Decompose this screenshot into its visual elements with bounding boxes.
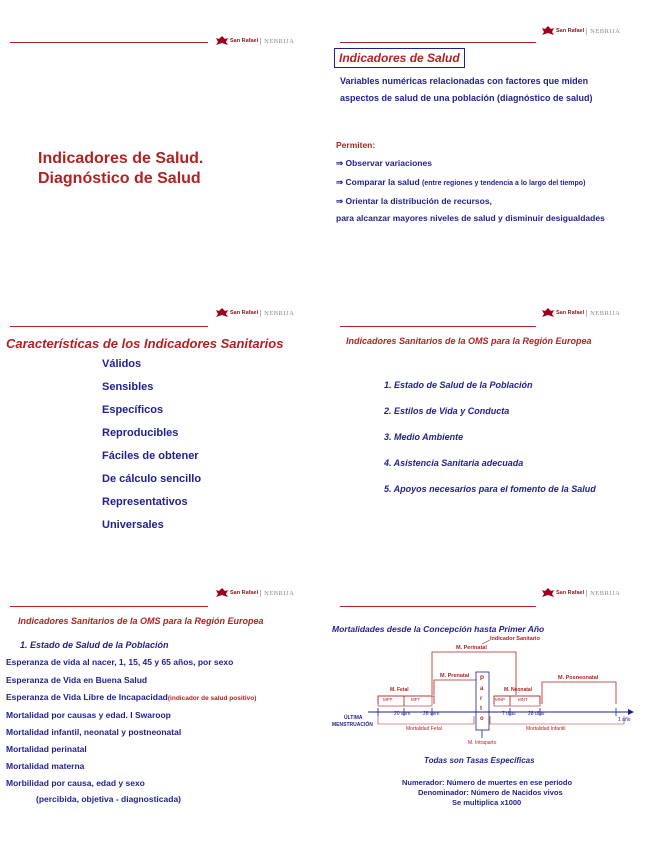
definition-line1: Variables numéricas relacionadas con factores que miden bbox=[340, 76, 589, 86]
indicador-pointer bbox=[482, 640, 490, 644]
parto-letter: P bbox=[480, 676, 485, 682]
section-subtitle: 1. Estado de Salud de la Población bbox=[20, 640, 169, 650]
slide-5 bbox=[0, 578, 327, 848]
arrow-right-icon: ⇒ bbox=[336, 196, 346, 206]
nebrija-logo bbox=[216, 306, 294, 320]
week-20-label: 20 sem bbox=[394, 711, 411, 717]
list-item: Sensibles bbox=[102, 381, 154, 393]
mortality-timeline-diagram bbox=[328, 634, 655, 754]
list-item: 4. Asistencia Sanitaria adecuada bbox=[384, 458, 524, 468]
closing-line: para alcanzar mayores niveles de salud y disminuir desigualdades bbox=[336, 213, 605, 223]
parto-letter: o bbox=[480, 716, 484, 722]
indicator-line: Mortalidad infantil, neonatal y postneonatal bbox=[6, 727, 182, 737]
infant-mortality-label: Mortalidad Infantil bbox=[526, 726, 566, 732]
san-rafael-emblem-icon bbox=[216, 308, 228, 318]
slide-title: Indicadores Sanitarios de la OMS para la Región Europea bbox=[346, 336, 592, 346]
posneonatal-label: M. Posneonatal bbox=[558, 675, 599, 681]
parto-letter: a bbox=[480, 686, 484, 692]
slide-divider bbox=[10, 606, 208, 607]
fetal-mortality-label: Mortalidad Fetal bbox=[406, 726, 442, 732]
logo-brand: San Rafael bbox=[556, 310, 585, 316]
indicator-line: Morbilidad por causa, edad y sexo bbox=[6, 778, 145, 788]
bullet-comparar: ⇒ Comparar la salud (entre regiones y tendencia a lo largo del tiempo) bbox=[336, 177, 586, 187]
san-rafael-emblem-icon bbox=[542, 588, 554, 598]
arrow-right-icon: ⇒ bbox=[336, 158, 346, 168]
slide-divider bbox=[10, 326, 208, 327]
slide-title-line2: Diagnóstico de Salud bbox=[38, 170, 201, 187]
slide-divider bbox=[340, 326, 536, 327]
definition-line2: aspectos de salud de una población (diagnóstico de salud) bbox=[340, 93, 593, 103]
logo-university: NEBRIJA bbox=[260, 38, 294, 45]
san-rafael-emblem-icon bbox=[216, 588, 228, 598]
mfp-label: MFP bbox=[383, 697, 393, 702]
logo-brand: San Rafael bbox=[230, 590, 259, 596]
logo-university: NEBRIJA bbox=[586, 28, 620, 35]
san-rafael-emblem-icon bbox=[542, 308, 554, 318]
indicator-line: Mortalidad perinatal bbox=[6, 744, 87, 754]
nebrija-logo bbox=[542, 24, 620, 38]
slide-4 bbox=[328, 296, 655, 566]
fetal-mortality-bracket bbox=[378, 716, 474, 724]
year-1-label: 1 año bbox=[618, 717, 631, 723]
perinatal-label: M. Perinatal bbox=[456, 645, 487, 651]
ultima-label: ÚLTIMA bbox=[344, 715, 363, 721]
slide-divider bbox=[10, 42, 208, 43]
list-item: Representativos bbox=[102, 496, 188, 508]
list-item: Reproducibles bbox=[102, 427, 179, 439]
list-item: 3. Medio Ambiente bbox=[384, 432, 464, 442]
nebrija-logo bbox=[542, 306, 620, 320]
nebrija-logo bbox=[216, 586, 294, 600]
logo-brand: San Rafael bbox=[230, 310, 259, 316]
mnt-label: MNT bbox=[518, 697, 528, 702]
neonatal-label: M. Neonatal bbox=[504, 687, 533, 693]
logo-university: NEBRIJA bbox=[260, 310, 294, 317]
slide-title: Mortalidades desde la Concepción hasta Primer Año bbox=[332, 624, 545, 634]
list-item: 1. Estado de Salud de la Población bbox=[384, 380, 533, 390]
day-7-label: 7 días bbox=[502, 711, 516, 717]
slide-title-line1: Indicadores de Salud. bbox=[38, 150, 204, 167]
san-rafael-emblem-icon bbox=[542, 26, 554, 36]
permiten-heading: Permiten: bbox=[336, 140, 376, 150]
fetal-label: M. Fetal bbox=[390, 687, 409, 693]
list-item: 2. Estilos de Vida y Conducta bbox=[384, 406, 510, 416]
tasas-note: Todas son Tasas Específicas bbox=[424, 756, 535, 765]
san-rafael-emblem-icon bbox=[216, 36, 228, 46]
slide-6 bbox=[328, 578, 655, 848]
logo-brand: San Rafael bbox=[230, 38, 259, 44]
multiplica-line: Se multiplica x1000 bbox=[452, 798, 522, 807]
list-item: Específicos bbox=[102, 404, 164, 416]
slide-title: Indicadores de Salud bbox=[334, 48, 465, 68]
indicator-line: Mortalidad materna bbox=[6, 761, 85, 771]
arrow-right-icon: ⇒ bbox=[336, 177, 346, 187]
parto-letter: r bbox=[480, 696, 483, 702]
slide-title: Características de los Indicadores Sanitarios bbox=[6, 336, 284, 351]
denominador-line: Denominador: Número de Nacidos vivos bbox=[418, 788, 563, 797]
list-item: De cálculo sencillo bbox=[102, 473, 202, 485]
intraparto-label: M. Intraparto bbox=[468, 740, 497, 746]
infant-mortality-bracket bbox=[490, 716, 624, 724]
nebrija-logo bbox=[542, 586, 620, 600]
parto-letter: t bbox=[480, 706, 482, 712]
slide-divider bbox=[340, 42, 536, 43]
indicator-line: Mortalidad por causas y edad. I Swaroop bbox=[6, 710, 171, 720]
slide-3 bbox=[0, 296, 327, 566]
list-item: Universales bbox=[102, 519, 164, 531]
menstruacion-label: MENSTRUACIÓN bbox=[332, 722, 373, 728]
slide-2 bbox=[328, 0, 655, 270]
prenatal-label: M. Prenatal bbox=[440, 673, 470, 679]
mnp-label: MNP bbox=[495, 697, 505, 702]
timeline-arrowhead bbox=[628, 709, 634, 715]
logo-university: NEBRIJA bbox=[586, 590, 620, 597]
indicator-line: Esperanza de Vida en Buena Salud bbox=[6, 675, 148, 685]
logo-brand: San Rafael bbox=[556, 590, 585, 596]
logo-university: NEBRIJA bbox=[260, 590, 294, 597]
slide-1 bbox=[0, 0, 327, 270]
mft-label: MFT bbox=[411, 697, 421, 702]
list-item: 5. Apoyos necesarios para el fomento de la Salud bbox=[384, 484, 596, 494]
slide-title: Indicadores Sanitarios de la OMS para la Región Europea bbox=[18, 616, 264, 626]
bullet-observar: ⇒ Observar variaciones bbox=[336, 158, 432, 168]
week-28-label: 28 sem bbox=[423, 711, 440, 717]
logo-brand: San Rafael bbox=[556, 28, 585, 34]
list-item: Fáciles de obtener bbox=[102, 450, 199, 462]
day-28-label: 28 días bbox=[528, 711, 545, 717]
numerador-line: Numerador: Número de muertes en ese período bbox=[402, 778, 573, 787]
indicador-sanitario-label: Indicador Sanitario bbox=[490, 636, 540, 642]
indicator-line: Esperanza de vida al nacer, 1, 15, 45 y 65 años, por sexo bbox=[6, 657, 234, 667]
logo-university: NEBRIJA bbox=[586, 310, 620, 317]
bullet-orientar: ⇒ Orientar la distribución de recursos, bbox=[336, 196, 492, 206]
indicator-line: Esperanza de Vida Libre de Incapacidad(indicador de salud positivo) bbox=[6, 692, 257, 702]
indicator-line: (percibida, objetiva - diagnosticada) bbox=[36, 794, 181, 804]
slide-divider bbox=[340, 606, 536, 607]
nebrija-logo bbox=[216, 34, 294, 48]
list-item: Válidos bbox=[102, 358, 142, 370]
posneonatal-bracket bbox=[542, 682, 616, 704]
